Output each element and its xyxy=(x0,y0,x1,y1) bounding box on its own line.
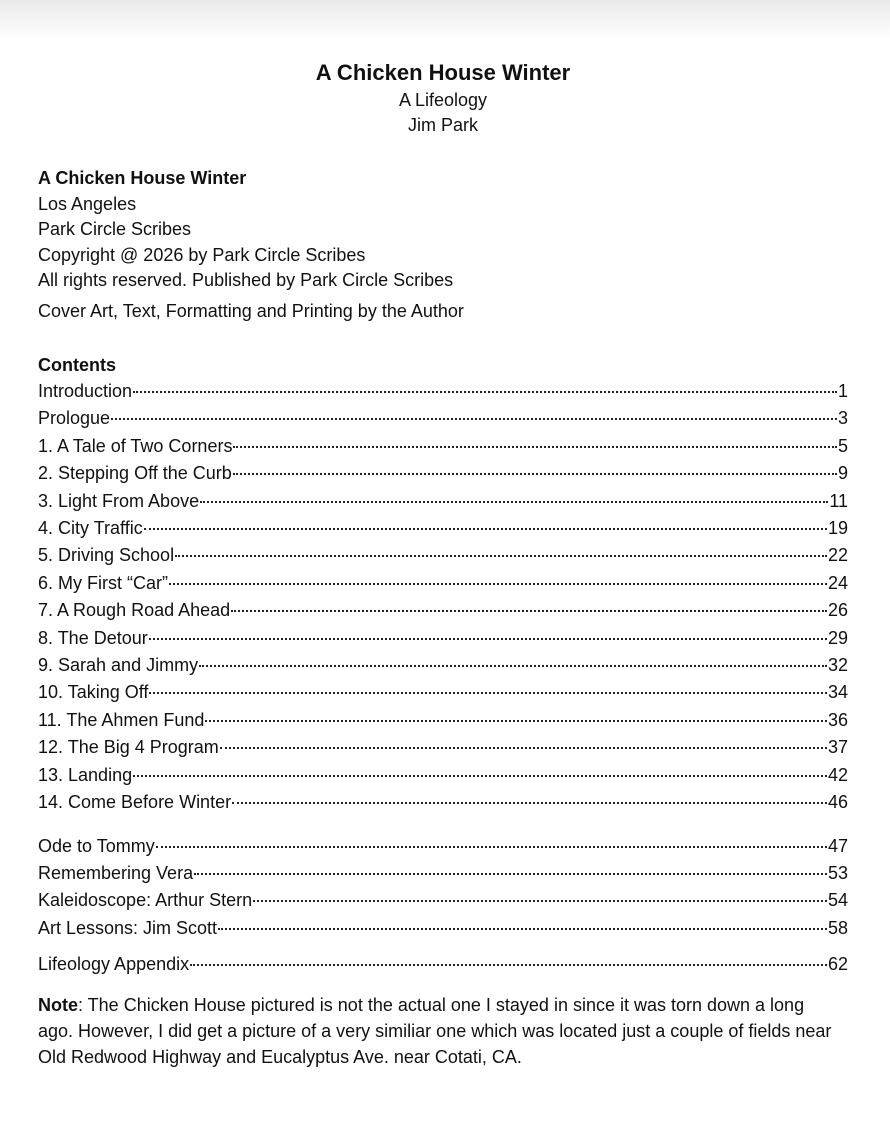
document-page xyxy=(38,58,848,1070)
toc-dot-leader xyxy=(190,964,827,966)
toc-dot-leader xyxy=(200,501,828,503)
publication-rights: All rights reserved. Published by Park Circle Scribes xyxy=(38,270,454,290)
toc-entry-page: 36 xyxy=(827,709,848,730)
toc-entry-title: Kaleidoscope: Arthur Stern xyxy=(38,890,253,911)
toc-entry-page: 29 xyxy=(827,627,848,648)
book-subtitle: A Lifeology xyxy=(398,90,488,110)
toc-spacer xyxy=(38,817,848,833)
book-title: A Chicken House Winter xyxy=(315,60,571,85)
toc-dot-leader xyxy=(156,846,827,848)
toc-entry-page: 22 xyxy=(827,545,848,566)
contents-heading: Contents xyxy=(38,355,116,375)
toc-entry xyxy=(38,652,848,679)
toc-entry-page: 9 xyxy=(837,463,848,484)
toc-appendix-list xyxy=(38,951,848,978)
toc-dot-leader xyxy=(149,692,827,694)
toc-entry xyxy=(38,460,848,487)
toc-entry-title: Art Lessons: Jim Scott xyxy=(38,917,218,938)
toc-entry xyxy=(38,515,848,542)
toc-entry xyxy=(38,833,848,860)
toc-dot-leader xyxy=(233,446,837,448)
toc-dot-leader xyxy=(232,802,827,804)
toc-dot-leader xyxy=(133,775,827,777)
title-block xyxy=(38,58,848,138)
toc-entry-title: Prologue xyxy=(38,408,111,429)
toc-entry-page: 46 xyxy=(827,792,848,813)
toc-entry xyxy=(38,679,848,706)
toc-entry-title: 6. My First “Car” xyxy=(38,572,168,593)
toc-entry-page: 42 xyxy=(827,764,848,785)
toc-entry-page: 53 xyxy=(827,862,848,883)
toc-entry-page: 24 xyxy=(827,572,848,593)
toc-entry-title: 14. Come Before Winter xyxy=(38,792,232,813)
toc-entry xyxy=(38,570,848,597)
toc-entry-title: 11. The Ahmen Fund xyxy=(38,709,205,730)
publication-publisher: Park Circle Scribes xyxy=(38,219,192,239)
note-text: : The Chicken House pictured is not the actual one I stayed in since it was torn down a long ago. However, I did get a picture of a very similiar one which was located just a couple of fields near Old Redwood Highway and Eucalyptus Ave. near Cotati, CA. xyxy=(38,994,832,1067)
toc-dot-leader xyxy=(149,638,827,640)
publication-city: Los Angeles xyxy=(38,193,137,214)
toc-entry xyxy=(38,860,848,887)
toc-entry-title: 5. Driving School xyxy=(38,545,175,566)
top-shadow xyxy=(0,0,890,40)
toc-entry-title: 2. Stepping Off the Curb xyxy=(38,463,232,484)
toc-entry-page: 11 xyxy=(829,490,848,511)
toc-entry-page: 54 xyxy=(827,890,848,911)
toc-entry xyxy=(38,378,848,405)
toc-dot-leader xyxy=(231,610,827,612)
toc-dot-leader xyxy=(220,747,827,749)
toc-entry-page: 34 xyxy=(827,682,848,703)
toc-entry xyxy=(38,405,848,432)
toc-dot-leader xyxy=(169,583,827,585)
toc-entry-page: 26 xyxy=(827,600,848,621)
book-author: Jim Park xyxy=(407,115,478,135)
toc-entry xyxy=(38,887,848,914)
toc-entry xyxy=(38,915,848,942)
toc-entry-page: 3 xyxy=(837,408,848,429)
toc-entry-page: 58 xyxy=(827,917,848,938)
toc-dot-leader xyxy=(199,665,827,667)
toc-entry-page: 62 xyxy=(827,954,848,975)
note-paragraph xyxy=(38,992,838,1070)
toc-entry-page: 32 xyxy=(827,655,848,676)
toc-dot-leader xyxy=(133,391,837,393)
toc-entry xyxy=(38,734,848,761)
toc-entry-page: 19 xyxy=(827,518,848,539)
toc-entry-title: 3. Light From Above xyxy=(38,490,200,511)
toc-dot-leader xyxy=(253,900,827,902)
toc-dot-leader xyxy=(233,473,837,475)
toc-entry-title: Ode to Tommy xyxy=(38,835,155,856)
toc-extra-list xyxy=(38,833,848,943)
toc-entry-title: 12. The Big 4 Program xyxy=(38,737,219,758)
toc-dot-leader xyxy=(111,418,837,420)
publication-title: A Chicken House Winter xyxy=(38,168,247,188)
toc-entry xyxy=(38,488,848,515)
toc-entry-title: 9. Sarah and Jimmy xyxy=(38,655,199,676)
toc-entry-title: 10. Taking Off xyxy=(38,682,149,703)
toc-entry xyxy=(38,625,848,652)
toc-entry xyxy=(38,789,848,816)
toc-entry-title: Lifeology Appendix xyxy=(38,954,190,975)
toc-dot-leader xyxy=(218,928,827,930)
toc-entry-title: 4. City Traffic xyxy=(38,518,143,539)
toc-entry-title: 13. Landing xyxy=(38,764,133,785)
publication-copyright: Copyright @ 2026 by Park Circle Scribes xyxy=(38,244,366,265)
toc-dot-leader xyxy=(144,528,827,530)
toc-entry-title: 1. A Tale of Two Corners xyxy=(38,435,233,456)
toc-entry xyxy=(38,433,848,460)
toc-entry xyxy=(38,707,848,734)
toc-entry xyxy=(38,762,848,789)
toc-entry-title: Remembering Vera xyxy=(38,862,194,883)
publication-info xyxy=(38,166,848,324)
toc-entry-page: 37 xyxy=(827,737,848,758)
toc-entry xyxy=(38,597,848,624)
toc-entry-page: 5 xyxy=(837,435,848,456)
note-label: Note xyxy=(38,994,78,1015)
toc-entry-title: 8. The Detour xyxy=(38,627,148,648)
toc-chapter-list xyxy=(38,378,848,817)
toc-entry-page: 47 xyxy=(827,835,848,856)
toc-entry xyxy=(38,542,848,569)
toc-dot-leader xyxy=(205,720,827,722)
toc-dot-leader xyxy=(175,555,827,557)
toc-entry xyxy=(38,951,848,978)
publication-credits: Cover Art, Text, Formatting and Printing by the Author xyxy=(38,300,464,321)
toc-spacer xyxy=(38,942,848,951)
toc-entry-page: 1 xyxy=(837,381,848,401)
toc-entry-title: Introduction xyxy=(38,381,133,401)
toc-dot-leader xyxy=(194,873,827,875)
toc-entry-title: 7. A Rough Road Ahead xyxy=(38,600,231,621)
table-of-contents xyxy=(38,352,848,979)
